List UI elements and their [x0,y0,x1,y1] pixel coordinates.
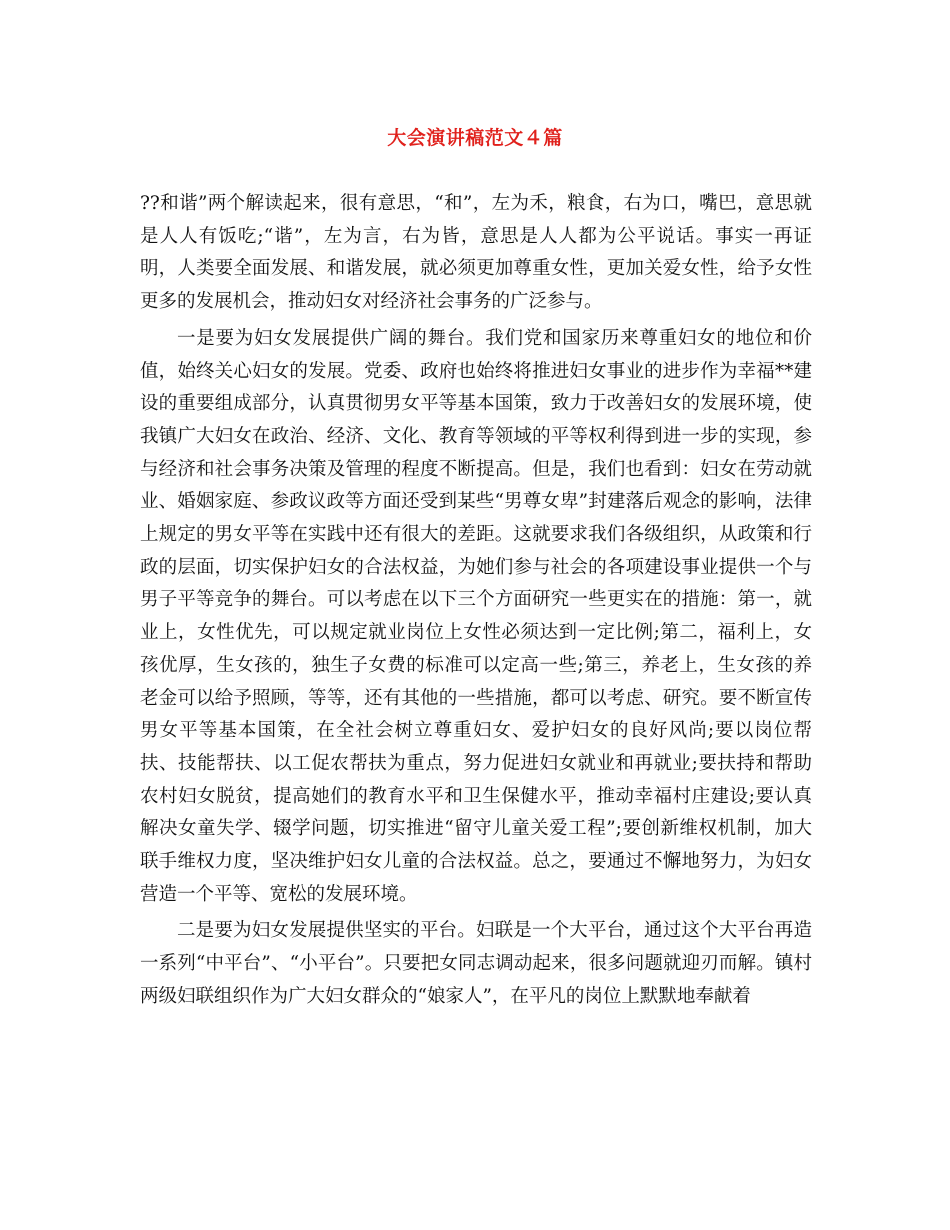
document-title: 大会演讲稿范文４篇 [387,127,563,149]
paragraph: 二是要为妇女发展提供坚实的平台。妇联是一个大平台，通过这个大平台再造一系列“中平台”、“小平台”。只要把女同志调动起来，很多问题就迎刃而解。镇村两级妇联组织作为广大妇女群众的“娘家人”，在平凡的岗位上默默地奉献着 [140,920,812,1007]
paragraph: ??和谐”两个解读起来，很有意思，“和”，左为禾，粮食，右为口，嘴巴，意思就是人人有饭吃;“谐”，左为言，右为皆，意思是人人都为公平说话。事实一再证明，人类要全面发展、和谐发展，就必须更加尊重女性，更加关爱女性，给予女性更多的发展机会，推动妇女对经济社会事务的广泛参与。 [140,193,812,313]
paragraph: 一是要为妇女发展提供广阔的舞台。我们党和国家历来尊重妇女的地位和价值，始终关心妇女的发展。党委、政府也始终将推进妇女事业的进步作为幸福**建设的重要组成部分，认真贯彻男女平等基本国策，致力于改善妇女的发展环境，使我镇广大妇女在政治、经济、文化、教育等领域的平等权利得到进一步的实现，参与经济和社会事务决策及管理的程度不断提高。但是，我们也看到：妇女在劳动就业、婚姻家庭、参政议政等方面还受到某些“男尊女卑”封建落后观念的影响，法律上规定的男女平等在实践中还有很大的差距。这就要求我们各级组织，从政策和行政的层面，切实保护妇女的合法权益，为她们参与社会的各项建设事业提供一个与男子平等竞争的舞台。可以考虑在以下三个方面研究一些更实在的措施：第一，就业上，女性优先，可以规定就业岗位上女性必须达到一定比例;第二，福利上，女孩优厚，生女孩的，独生子女费的标准可以定高一些;第三，养老上，生女孩的养老金可以给予照顾，等等，还有其他的一些措施，都可以考虑、研究。要不断宣传男女平等基本国策，在全社会树立尊重妇女、爱护妇女的良好风尚;要以岗位帮扶、技能帮扶、以工促农帮扶为重点，努力促进妇女就业和再就业;要扶持和帮助农村妇女脱贫，提高她们的教育水平和卫生保健水平，推动幸福村庄建设;要认真解决女童失学、辍学问题，切实推进“留守儿童关爱工程”;要创新维权机制，加大联手维权力度，坚决维护妇女儿童的合法权益。总之，要通过不懈地努力，为妇女营造一个平等、宽松的发展环境。 [140,327,812,905]
document-body [140,188,812,1018]
